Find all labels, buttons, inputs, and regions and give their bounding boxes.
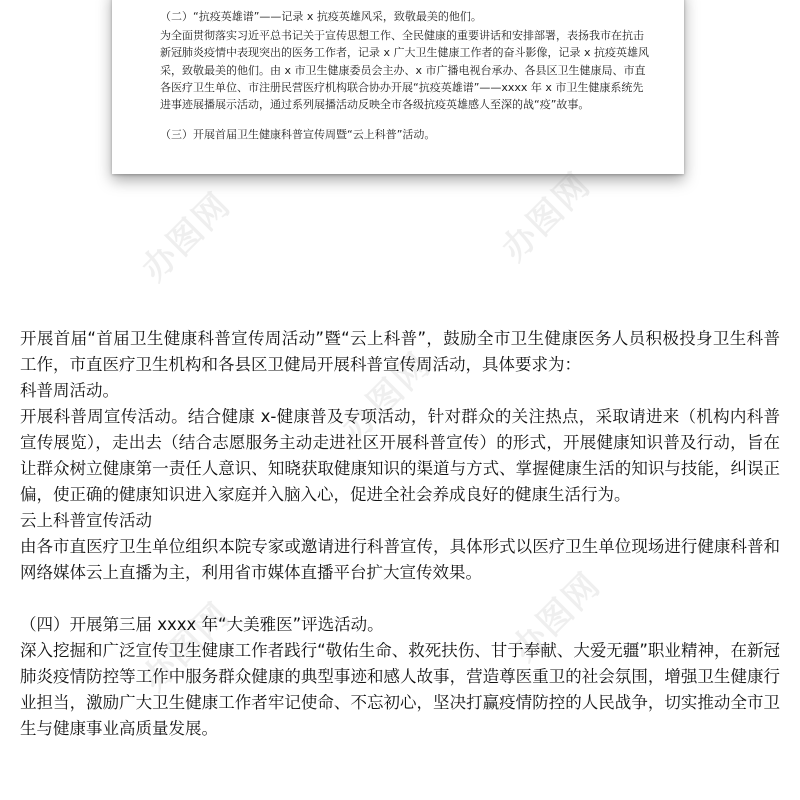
section3-heading: （三）开展首届卫生健康科普宣传周暨“云上科普”活动。 [160,128,436,142]
document-page-preview [112,0,684,174]
watermark: 办图网 [134,594,239,700]
paragraph-spacer [20,586,780,612]
paragraph-intro: 开展首届“首届卫生健康科普宣传周活动”暨“云上科普”，鼓励全市卫生健康医务人员积极投身卫生科普工作，市直医疗卫生机构和各县区卫健局开展科普宣传周活动，具体要求为： [20,329,780,374]
section4-heading: （四）开展第三届 xxxx 年“大美雅医”评选活动。 [20,615,384,634]
section2-body: 为全面贯彻落实习近平总书记关于宣传思想工作、全民健康的重要讲话和安排部署，表扬我市在抗击新冠肺炎疫情中表现突出的医务工作者，记录 x 广大卫生健康工作者的奋斗影像，记录 x 抗疫英雄风采，致敬最美的他们。由 x 市卫生健康委员会主办、x 市广播电视台承办、各县区卫生健康局、市直各医疗卫生单位、市注册民营医疗机构联合协办开展“抗疫英雄谱”——xxxx 年 x 市卫生健康系统先进事迹展播展示活动，通过系列展播活动反映全市各级抗疫英雄感人至深的战“疫”故事。 [160,29,650,112]
watermark: 办图网 [504,564,609,670]
paragraph-science-week-body: 开展科普周宣传活动。结合健康 x-健康普及专项活动，针对群众的关注热点，采取请进来（机构内科普宣传展览），走出去（结合志愿服务主动走进社区开展科普宣传）的形式，开展健康知识普及行动，旨在让群众树立健康第一责任人意识、知晓获取健康知识的渠道与方式、掌握健康生活的知识与技能，纠误正偏，使正确的健康知识进入家庭并入脑入心，促进全社会养成良好的健康生活行为。 [20,407,780,504]
paragraph-heading-science-week: 科普周活动。 [20,381,119,400]
main-document-text [20,326,780,742]
section4-body: 深入挖掘和广泛宣传卫生健康工作者践行“敬佑生命、救死扶伤、甘于奉献、大爱无疆”职业精神，在新冠肺炎疫情防控等工作中服务群众健康的典型事迹和感人故事，营造尊医重卫的社会氛围，增强卫生健康行业担当，激励广大卫生健康工作者牢记使命、不忘初心，坚决打赢疫情防控的人民战争，切实推动全市卫生与健康事业高质量发展。 [20,641,780,738]
paragraph-cloud-body: 由各市直医疗卫生单位组织本院专家或邀请进行科普宣传，具体形式以医疗卫生单位现场进行健康科普和网络媒体云上直播为主，利用省市媒体直播平台扩大宣传效果。 [20,537,780,582]
top-preview-area [0,0,800,300]
watermark: 办图网 [334,344,439,450]
paragraph-heading-cloud: 云上科普宣传活动 [20,511,152,530]
section2-heading: （二）“抗疫英雄谱”——记录 x 抗疫英雄风采，致敬最美的他们。 [160,10,482,23]
